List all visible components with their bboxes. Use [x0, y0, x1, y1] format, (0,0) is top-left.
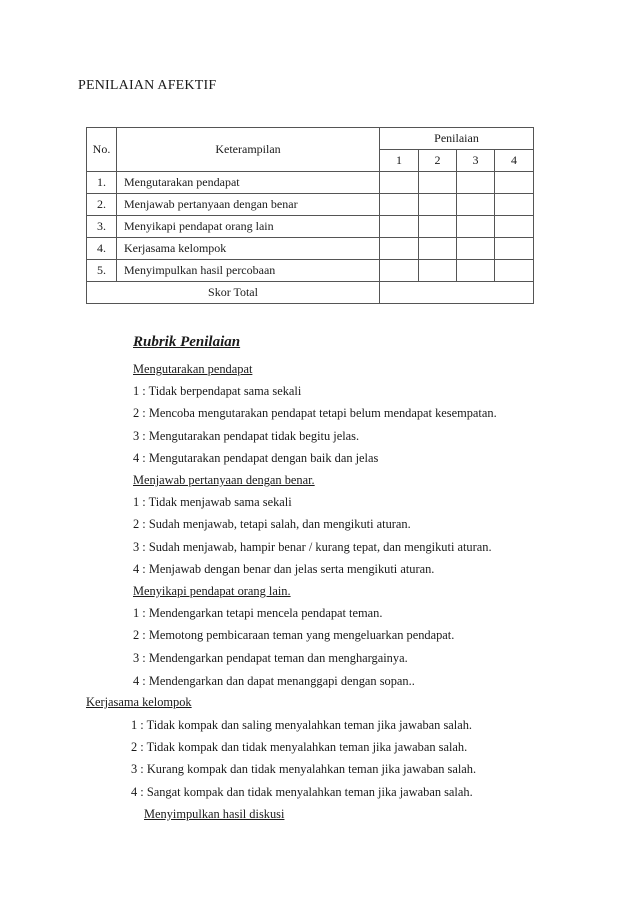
score-cell: [380, 216, 419, 238]
score-cell: [457, 194, 495, 216]
row-skill: Menyimpulkan hasil percobaan: [117, 260, 380, 282]
score-cell: [457, 260, 495, 282]
rubric-item: 3 : Sudah menjawab, hampir benar / kurang tepat, dan mengikuti aturan.: [133, 540, 492, 554]
rubric-item: 4 : Menjawab dengan benar dan jelas serta mengikuti aturan.: [133, 562, 435, 576]
rubric-item: 3 : Mendengarkan pendapat teman dan menghargainya.: [133, 651, 408, 665]
total-score-label: Skor Total: [87, 282, 380, 304]
rubric-title: Rubrik Penilaian: [133, 334, 241, 350]
rubric-item: 4 : Sangat kompak dan tidak menyalahkan teman jika jawaban salah.: [131, 785, 473, 799]
row-skill: Menjawab pertanyaan dengan benar: [117, 194, 380, 216]
total-score-cell: [380, 282, 534, 304]
row-skill: Menyikapi pendapat orang lain: [117, 216, 380, 238]
row-number: 2.: [87, 194, 117, 216]
rubric-item: 3 : Mengutarakan pendapat tidak begitu jelas.: [133, 429, 360, 443]
score-cell: [380, 260, 419, 282]
rubric-item: 4 : Mendengarkan dan dapat menanggapi dengan sopan..: [133, 674, 415, 688]
header-skill: Keterampilan: [117, 128, 380, 172]
rubric-section-heading: Menyikapi pendapat orang lain.: [133, 584, 291, 598]
row-skill: Mengutarakan pendapat: [117, 172, 380, 194]
table-row: [87, 238, 534, 260]
score-cell: [380, 194, 419, 216]
table-row: [87, 216, 534, 238]
rubric-item: 1 : Tidak menjawab sama sekali: [133, 495, 292, 509]
score-level-1: 1: [380, 150, 419, 172]
score-level-2: 2: [419, 150, 457, 172]
score-cell: [419, 172, 457, 194]
table-row: [87, 172, 534, 194]
score-cell: [380, 238, 419, 260]
row-number: 4.: [87, 238, 117, 260]
table-row: [87, 194, 534, 216]
rubric-section-heading: Mengutarakan pendapat: [133, 362, 253, 376]
assessment-table: [86, 127, 534, 304]
row-skill: Kerjasama kelompok: [117, 238, 380, 260]
rubric-item: 2 : Mencoba mengutarakan pendapat tetapi belum mendapat kesempatan.: [133, 406, 497, 420]
score-cell: [380, 172, 419, 194]
score-cell: [495, 194, 534, 216]
score-cell: [495, 260, 534, 282]
score-cell: [457, 238, 495, 260]
row-number: 3.: [87, 216, 117, 238]
header-no: No.: [87, 128, 117, 172]
header-score: Penilaian: [380, 128, 534, 150]
rubric-item: 1 : Tidak kompak dan saling menyalahkan teman jika jawaban salah.: [131, 718, 473, 732]
rubric-item: 2 : Memotong pembicaraan teman yang mengeluarkan pendapat.: [133, 628, 455, 642]
score-cell: [457, 172, 495, 194]
table-row: [87, 260, 534, 282]
score-cell: [495, 172, 534, 194]
page-title: PENILAIAN AFEKTIF: [78, 78, 217, 93]
rubric-item: 2 : Sudah menjawab, tetapi salah, dan mengikuti aturan.: [133, 517, 411, 531]
rubric-item: 3 : Kurang kompak dan tidak menyalahkan teman jika jawaban salah.: [131, 762, 477, 776]
rubric-section-heading: Menjawab pertanyaan dengan benar.: [133, 473, 315, 487]
score-cell: [495, 238, 534, 260]
rubric-section-heading: Menyimpulkan hasil diskusi: [144, 807, 285, 821]
row-number: 5.: [87, 260, 117, 282]
score-level-4: 4: [495, 150, 534, 172]
rubric-item: 1 : Tidak berpendapat sama sekali: [133, 384, 302, 398]
rubric-section-heading: Kerjasama kelompok: [86, 695, 192, 709]
score-cell: [419, 194, 457, 216]
score-cell: [419, 216, 457, 238]
score-cell: [419, 238, 457, 260]
rubric-item: 2 : Tidak kompak dan tidak menyalahkan teman jika jawaban salah.: [131, 740, 468, 754]
score-level-3: 3: [457, 150, 495, 172]
rubric-item: 4 : Mengutarakan pendapat dengan baik dan jelas: [133, 451, 379, 465]
rubric-item: 1 : Mendengarkan tetapi mencela pendapat teman.: [133, 606, 383, 620]
score-cell: [495, 216, 534, 238]
score-cell: [419, 260, 457, 282]
score-cell: [457, 216, 495, 238]
row-number: 1.: [87, 172, 117, 194]
